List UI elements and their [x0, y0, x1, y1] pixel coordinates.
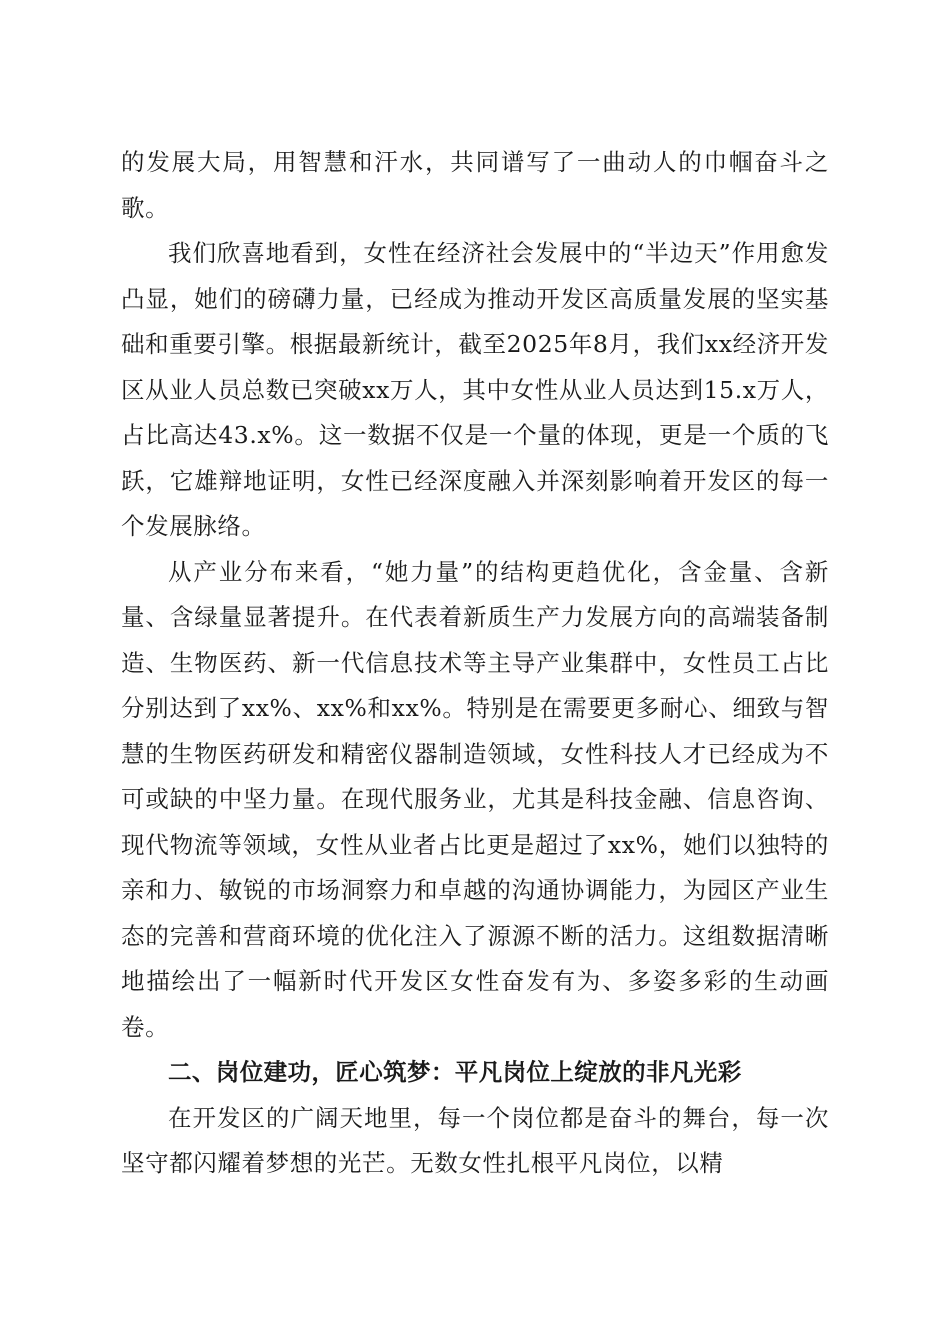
paragraph-half-the-sky: 我们欣喜地看到，女性在经济社会发展中的“半边天”作用愈发凸显，她们的磅礴力量，已经成为推动开发区高质量发展的坚实基础和重要引擎。根据最新统计，截至2025年8月，我们xx经济开发区从业人员总数已突破xx万人，其中女性从业人员达到15.x万人，占比高达43.x%。这一数据不仅是一个量的体现，更是一个质的飞跃，它雄辩地证明，女性已经深度融入并深刻影响着开发区的每一个发展脉络。 — [121, 239, 829, 540]
section-heading-2: 二、岗位建功，匠心筑梦：平凡岗位上绽放的非凡光彩 — [168, 1058, 742, 1086]
paragraph-industry-distribution: 从产业分布来看，“她力量”的结构更趋优化，含金量、含新量、含绿量显著提升。在代表着新质生产力发展方向的高端装备制造、生物医药、新一代信息技术等主导产业集群中，女性员工占比分别达到了xx%、xx%和xx%。特别是在需要更多耐心、细致与智慧的生物医药研发和精密仪器制造领域，女性科技人才已经成为不可或缺的中坚力量。在现代服务业，尤其是科技金融、信息咨询、现代物流等领域，女性从业者占比更是超过了xx%，她们以独特的亲和力、敏锐的市场洞察力和卓越的沟通协调能力，为园区产业生态的完善和营商环境的优化注入了源源不断的活力。这组数据清晰地描绘出了一幅新时代开发区女性奋发有为、多姿多彩的生动画卷。 — [121, 557, 829, 1041]
paragraph-post-contribution: 在开发区的广阔天地里，每一个岗位都是奋斗的舞台，每一次坚守都闪耀着梦想的光芒。无数女性扎根平凡岗位，以精 — [121, 1103, 829, 1177]
document-body — [121, 140, 829, 1187]
paragraph-continuation: 的发展大局，用智慧和汗水，共同谱写了一曲动人的巾帼奋斗之歌。 — [121, 148, 829, 222]
